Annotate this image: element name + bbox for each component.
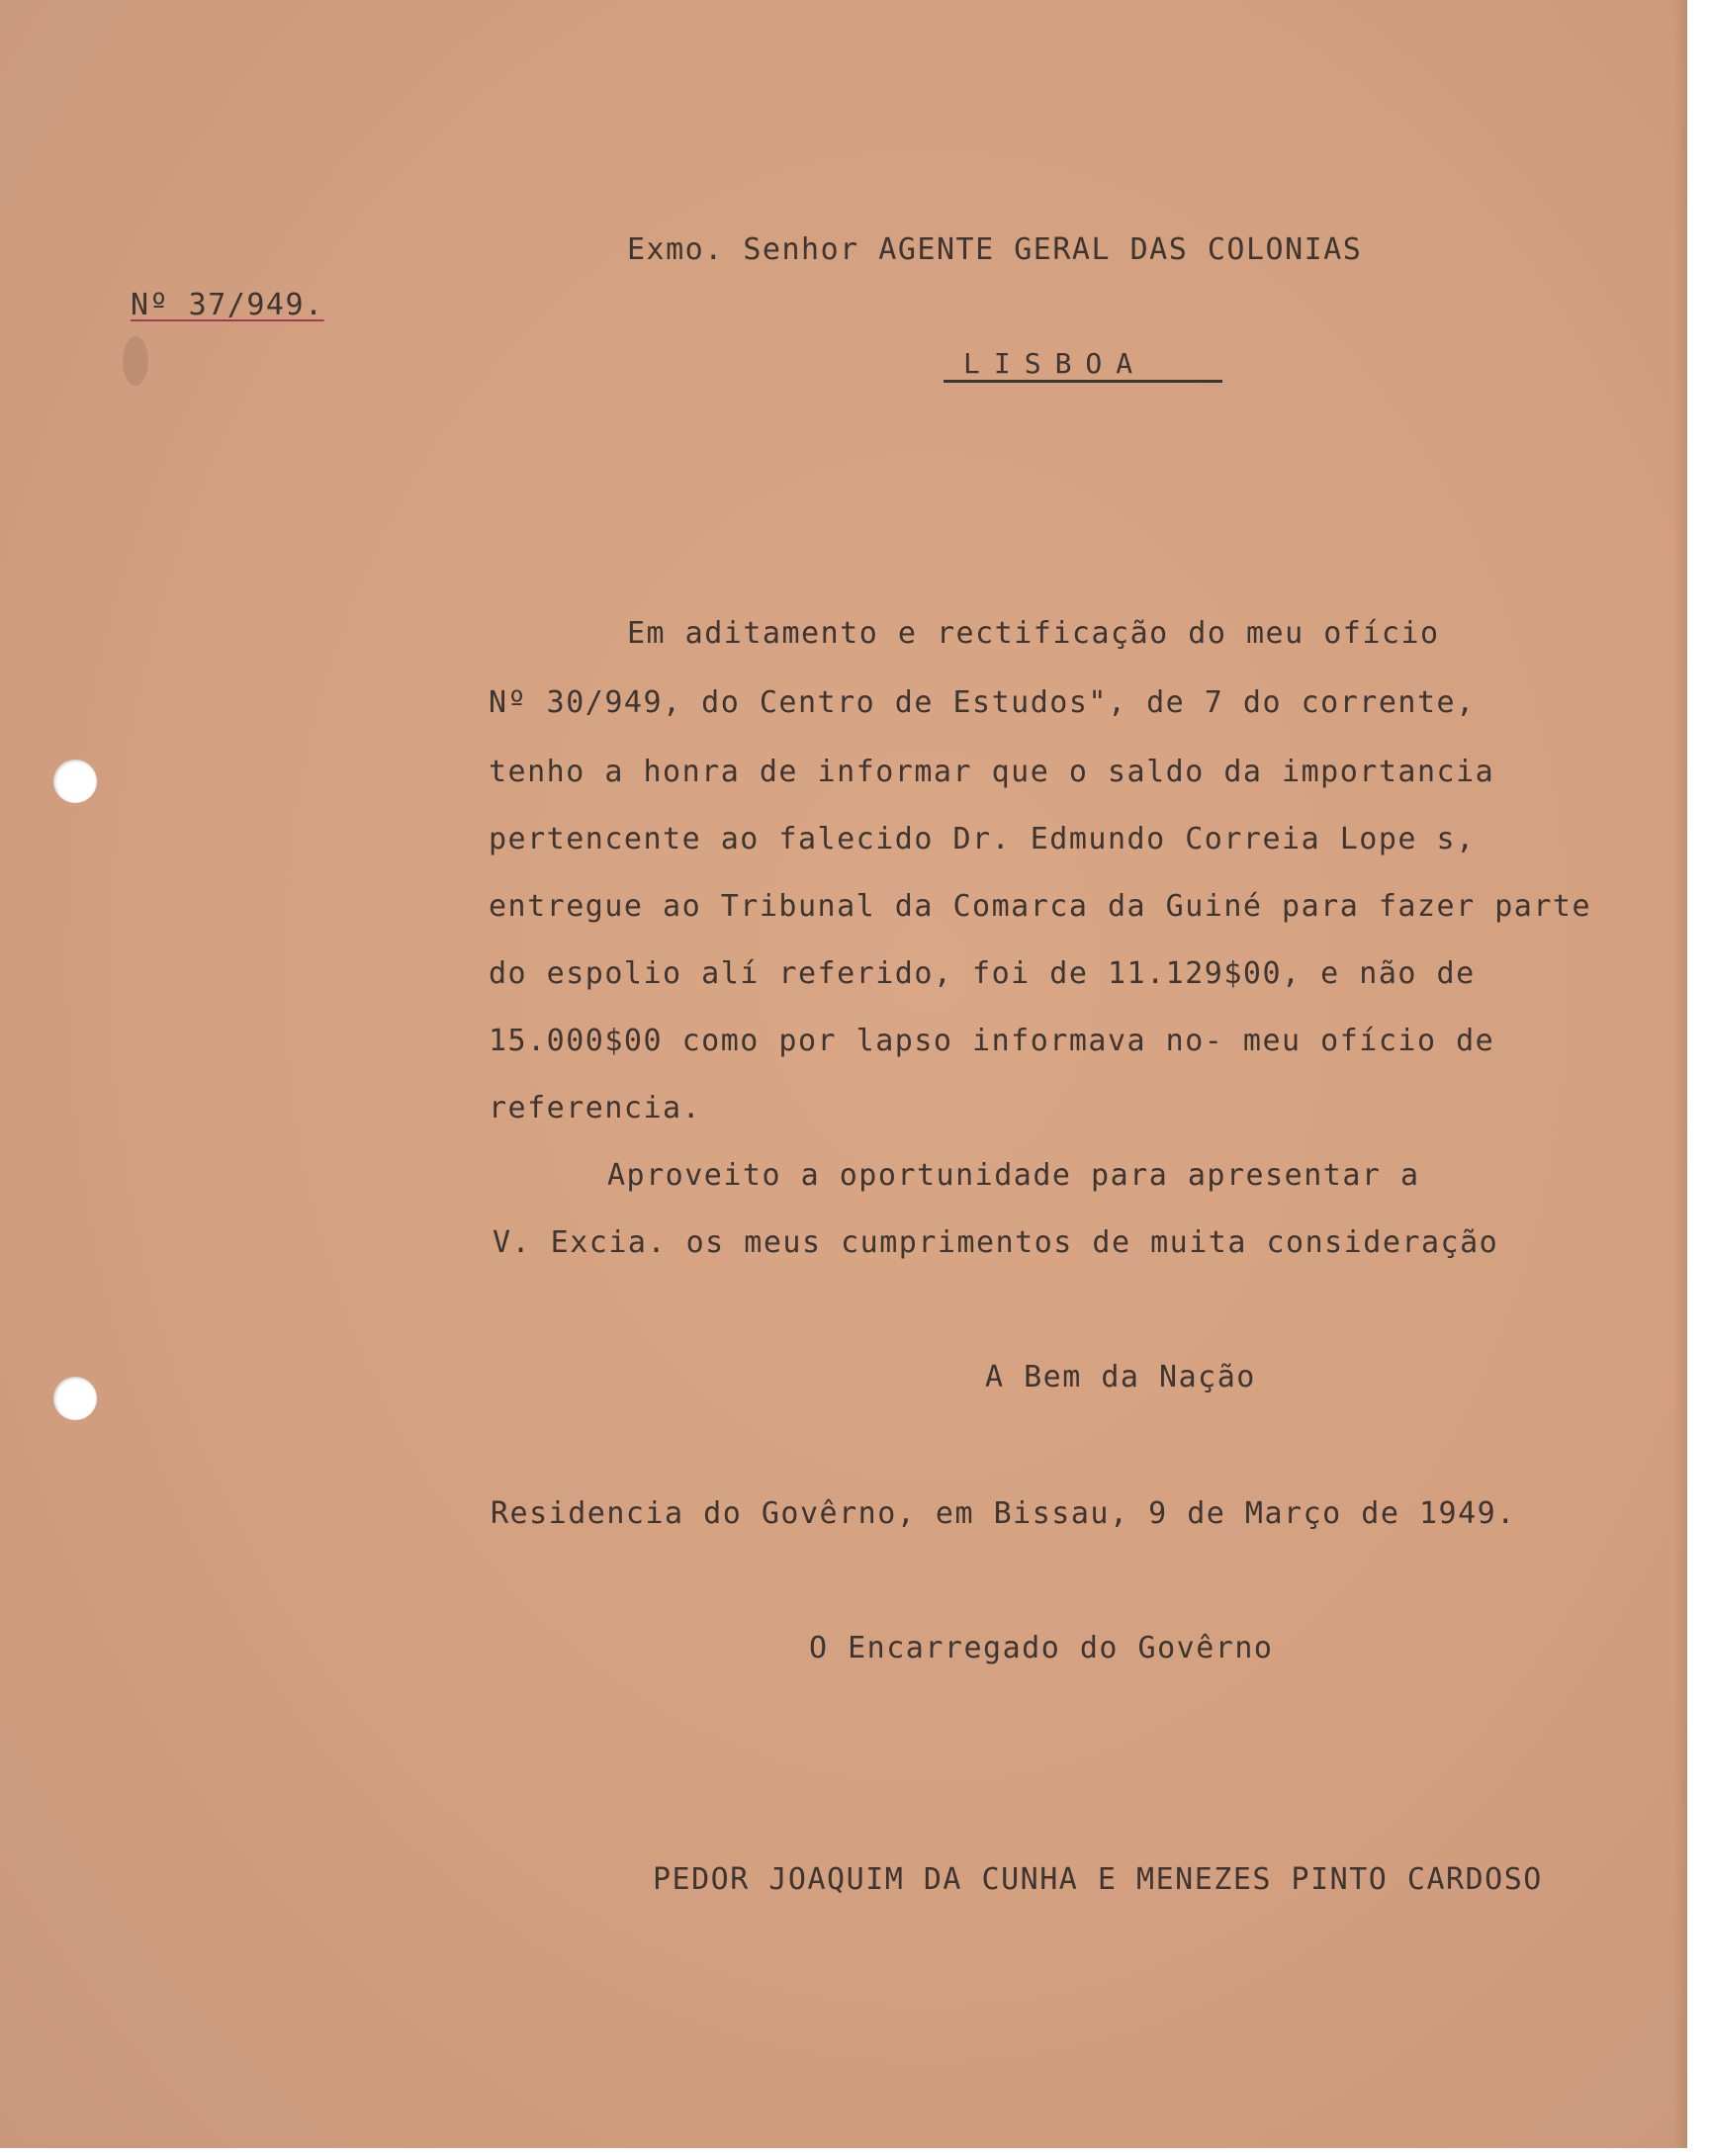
body-line: pertencente ao falecido Dr. Edmundo Correia Lope s,	[489, 822, 1476, 856]
reference-number: Nº 37/949.	[131, 288, 324, 322]
closing-line: V. Excia. os meus cumprimentos de muita consideração	[493, 1225, 1499, 1260]
body-line: entregue ao Tribunal da Comarca da Guiné para fazer parte	[489, 889, 1592, 924]
body-line: tenho a honra de informar que o saldo da importancia	[489, 755, 1495, 789]
body-line: Em aditamento e rectificação do meu ofício	[627, 616, 1440, 651]
body-line: referencia.	[489, 1091, 702, 1125]
place-and-date: Residencia do Govêrno, em Bissau, 9 de Março de 1949.	[491, 1496, 1516, 1531]
body-line: 15.000$00 como por lapso informava no- meu ofício de	[489, 1024, 1495, 1058]
body-line: Nº 30/949, do Centro de Estudos", de 7 do corrente,	[489, 685, 1476, 720]
destination-city: LISBOA	[963, 347, 1147, 380]
signer-title: O Encarregado do Govêrno	[809, 1631, 1274, 1665]
salutation: A Bem da Nação	[985, 1360, 1256, 1394]
signer-name: PEDOR JOAQUIM DA CUNHA E MENEZES PINTO CARDOSO	[653, 1862, 1543, 1897]
body-line: do espolio alí referido, foi de 11.129$00, e não de	[489, 956, 1476, 991]
city-underline	[944, 380, 1222, 383]
closing-line: Aproveito a oportunidade para apresentar a	[607, 1158, 1420, 1193]
punch-hole-top	[53, 760, 97, 803]
paper-stain	[123, 336, 148, 386]
punch-hole-bottom	[53, 1377, 97, 1420]
addressee: Exmo. Senhor AGENTE GERAL DAS COLONIAS	[627, 232, 1363, 267]
